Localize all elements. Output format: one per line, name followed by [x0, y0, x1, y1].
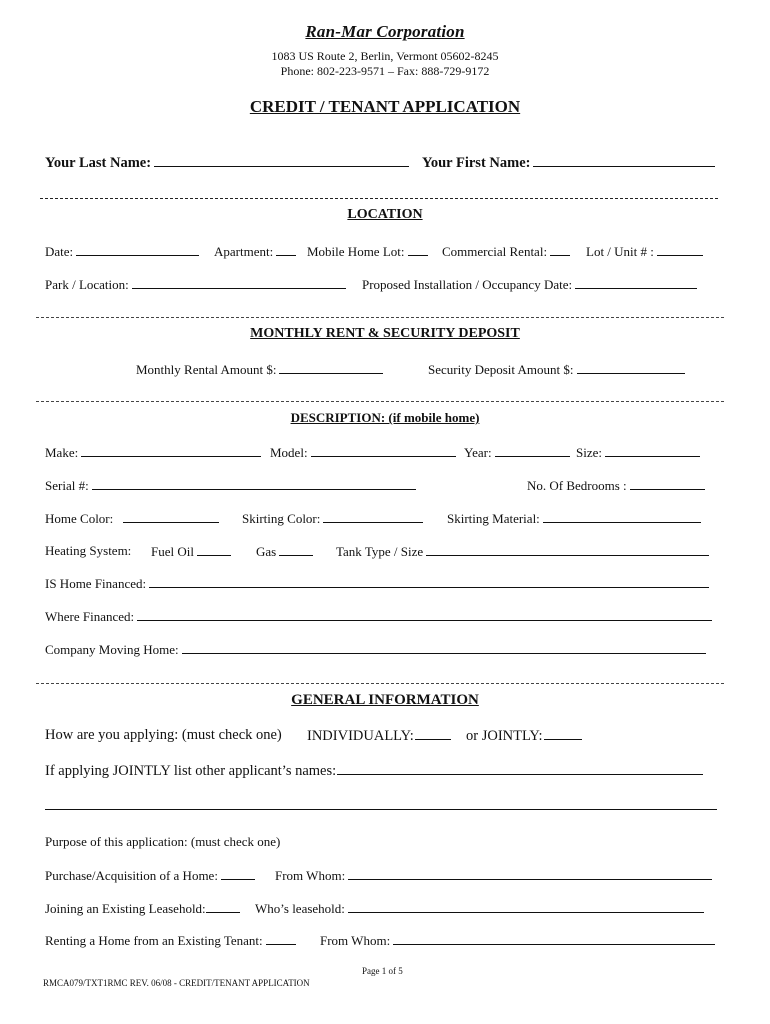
- skirting-color-input[interactable]: [323, 510, 423, 523]
- serial-label: Serial #:: [45, 478, 89, 493]
- home-financed-label: IS Home Financed:: [45, 576, 147, 591]
- location-heading: LOCATION: [347, 207, 423, 222]
- individually-input[interactable]: [415, 727, 451, 740]
- date-input[interactable]: [76, 243, 199, 256]
- monthly-rent-label: Monthly Rental Amount $:: [136, 362, 277, 377]
- first-name-label: Your First Name:: [422, 155, 531, 171]
- purchase-from-whom-input[interactable]: [348, 867, 712, 880]
- year-label: Year:: [464, 445, 492, 460]
- company-phone: Phone: 802-223-9571 – Fax: 888-729-9172: [280, 64, 490, 78]
- lot-unit-field[interactable]: [586, 243, 703, 260]
- applying-label: How are you applying: (must check one): [45, 727, 282, 743]
- company-address: 1083 US Route 2, Berlin, Vermont 05602-8245: [271, 49, 499, 63]
- home-color-field[interactable]: [45, 510, 219, 527]
- form-id: RMCA079/TXT1RMC REV. 06/08 - CREDIT/TENANT APPLICATION: [43, 978, 310, 988]
- size-label: Size:: [576, 445, 602, 460]
- divider: [36, 401, 724, 402]
- proposed-date-label: Proposed Installation / Occupancy Date:: [362, 277, 573, 292]
- divider: [36, 683, 724, 684]
- fuel-oil-input[interactable]: [197, 543, 231, 556]
- date-label: Date:: [45, 244, 74, 259]
- jointly-field[interactable]: [466, 727, 582, 745]
- park-location-label: Park / Location:: [45, 277, 129, 292]
- year-input[interactable]: [495, 444, 570, 457]
- skirting-color-label: Skirting Color:: [242, 511, 321, 526]
- purchase-field[interactable]: [45, 867, 255, 884]
- where-financed-input[interactable]: [137, 608, 712, 621]
- serial-field[interactable]: [45, 477, 416, 494]
- model-label: Model:: [270, 445, 308, 460]
- moving-company-field[interactable]: [45, 641, 706, 658]
- purchase-label: Purchase/Acquisition of a Home:: [45, 868, 218, 883]
- where-financed-field[interactable]: [45, 608, 712, 625]
- renting-from-whom-field[interactable]: [320, 932, 715, 949]
- gas-label: Gas: [256, 544, 277, 559]
- commercial-rental-label: Commercial Rental:: [442, 244, 548, 259]
- size-field[interactable]: [576, 444, 700, 461]
- divider: [36, 317, 724, 318]
- purchase-from-whom-label: From Whom:: [275, 868, 346, 883]
- joint-names-label: If applying JOINTLY list other applicant’s names:: [45, 763, 337, 779]
- skirting-material-label: Skirting Material:: [447, 511, 540, 526]
- tank-type-label: Tank Type / Size: [336, 544, 424, 559]
- whos-leasehold-label: Who’s leasehold:: [255, 901, 345, 916]
- mobile-home-lot-field[interactable]: [307, 243, 428, 260]
- model-field[interactable]: [270, 444, 456, 461]
- bedrooms-field[interactable]: [527, 477, 705, 494]
- home-financed-input[interactable]: [149, 575, 709, 588]
- jointly-input[interactable]: [544, 727, 582, 740]
- apartment-label: Apartment:: [214, 244, 274, 259]
- renting-from-whom-input[interactable]: [393, 932, 715, 945]
- first-name-field[interactable]: [422, 154, 715, 172]
- joint-names-field[interactable]: [45, 762, 703, 780]
- mobile-home-lot-label: Mobile Home Lot:: [307, 244, 405, 259]
- whos-leasehold-field[interactable]: [255, 900, 704, 917]
- tank-type-field[interactable]: [336, 543, 709, 560]
- renting-label: Renting a Home from an Existing Tenant:: [45, 933, 263, 948]
- park-location-input[interactable]: [132, 276, 346, 289]
- page-number: Page 1 of 5: [362, 966, 403, 976]
- leasehold-label: Joining an Existing Leasehold:: [45, 901, 206, 916]
- leasehold-field[interactable]: [45, 900, 240, 917]
- individually-field[interactable]: [307, 727, 451, 745]
- renting-field[interactable]: [45, 932, 296, 949]
- proposed-date-input[interactable]: [575, 276, 697, 289]
- form-title: CREDIT / TENANT APPLICATION: [249, 97, 521, 116]
- purchase-from-whom-field[interactable]: [275, 867, 712, 884]
- rent-heading: MONTHLY RENT & SECURITY DEPOSIT: [250, 326, 520, 341]
- individually-label: INDIVIDUALLY:: [307, 728, 414, 744]
- gas-input[interactable]: [279, 543, 313, 556]
- renting-from-whom-label: From Whom:: [320, 933, 391, 948]
- commercial-rental-field[interactable]: [442, 243, 570, 260]
- home-color-label: Home Color:: [45, 511, 114, 526]
- gas-field[interactable]: [256, 543, 313, 560]
- description-heading: DESCRIPTION: (if mobile home): [290, 410, 480, 425]
- proposed-date-field[interactable]: [362, 276, 697, 293]
- tank-type-input[interactable]: [426, 543, 709, 556]
- purchase-input[interactable]: [221, 867, 255, 880]
- security-deposit-label: Security Deposit Amount $:: [428, 362, 574, 377]
- general-heading: GENERAL INFORMATION: [291, 692, 479, 708]
- commercial-rental-input[interactable]: [550, 243, 570, 256]
- divider: [40, 198, 718, 199]
- year-field[interactable]: [464, 444, 570, 461]
- make-input[interactable]: [81, 444, 261, 457]
- moving-company-label: Company Moving Home:: [45, 642, 179, 657]
- lot-unit-input[interactable]: [657, 243, 703, 256]
- bedrooms-input[interactable]: [630, 477, 705, 490]
- apartment-input[interactable]: [276, 243, 296, 256]
- renting-input[interactable]: [266, 932, 296, 945]
- jointly-label: or JOINTLY:: [466, 728, 543, 744]
- bedrooms-label: No. Of Bedrooms :: [527, 478, 627, 493]
- make-field[interactable]: [45, 444, 261, 461]
- skirting-color-field[interactable]: [242, 510, 423, 527]
- purpose-label: Purpose of this application: (must check one): [45, 834, 281, 849]
- mobile-home-lot-input[interactable]: [408, 243, 428, 256]
- where-financed-label: Where Financed:: [45, 609, 135, 624]
- security-deposit-field[interactable]: [428, 361, 685, 378]
- last-name-input[interactable]: [154, 154, 409, 167]
- make-label: Make:: [45, 445, 79, 460]
- moving-company-input[interactable]: [182, 641, 706, 654]
- joint-names-input-line2[interactable]: [45, 809, 717, 810]
- date-field[interactable]: [45, 243, 199, 260]
- leasehold-input[interactable]: [206, 900, 240, 913]
- first-name-input[interactable]: [533, 154, 715, 167]
- fuel-oil-field[interactable]: [151, 543, 231, 560]
- size-input[interactable]: [605, 444, 700, 457]
- last-name-field[interactable]: [45, 154, 409, 172]
- park-location-field[interactable]: [45, 276, 346, 293]
- heating-system-label: Heating System:: [45, 543, 132, 558]
- monthly-rent-field[interactable]: [136, 361, 383, 378]
- joint-names-input[interactable]: [337, 762, 703, 775]
- apartment-field[interactable]: [214, 243, 296, 260]
- lot-unit-label: Lot / Unit # :: [586, 244, 654, 259]
- model-input[interactable]: [311, 444, 456, 457]
- skirting-material-field[interactable]: [447, 510, 701, 527]
- whos-leasehold-input[interactable]: [348, 900, 704, 913]
- home-financed-field[interactable]: [45, 575, 709, 592]
- home-color-input[interactable]: [123, 510, 219, 523]
- serial-input[interactable]: [92, 477, 416, 490]
- skirting-material-input[interactable]: [543, 510, 701, 523]
- monthly-rent-input[interactable]: [279, 361, 383, 374]
- security-deposit-input[interactable]: [577, 361, 685, 374]
- company-name: Ran-Mar Corporation: [305, 22, 465, 41]
- fuel-oil-label: Fuel Oil: [151, 544, 194, 559]
- last-name-label: Your Last Name:: [45, 155, 152, 171]
